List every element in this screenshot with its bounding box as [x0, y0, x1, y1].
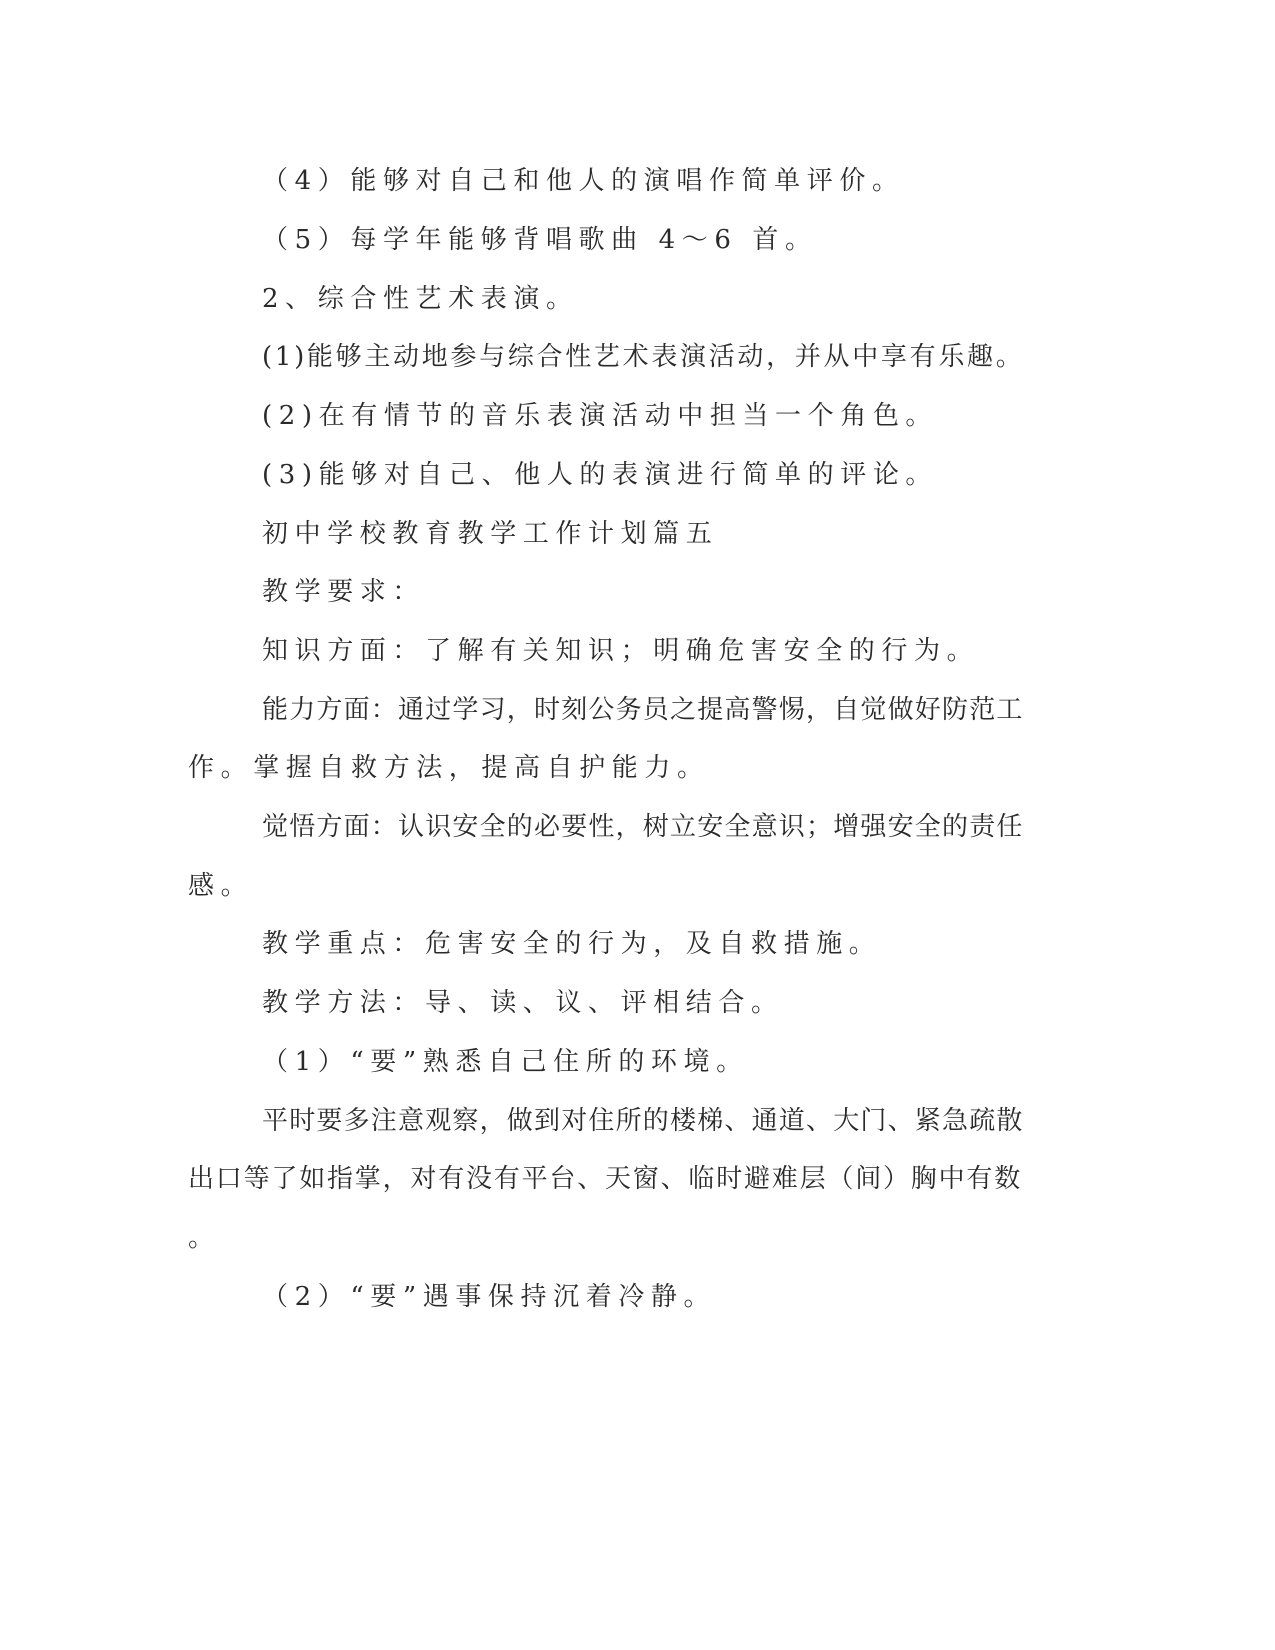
rule-1-heading: （1）“要”熟悉自己住所的环境。: [262, 1047, 749, 1077]
list-item-5: （5）每学年能够背唱歌曲 4～6 首。: [262, 225, 818, 255]
key-points-paragraph: 教学重点：危害安全的行为，及自救措施。: [262, 929, 882, 959]
list-item-4: （4）能够对自己和他人的演唱作简单评价。: [262, 166, 905, 196]
methods-paragraph: 教学方法：导、读、议、评相结合。: [262, 988, 784, 1018]
rule-1-paragraph: 平时要多注意观察，做到对住所的楼梯、通道、大门、紧急疏散: [262, 1106, 1024, 1136]
chapter-title: 初中学校教育教学工作计划篇五: [262, 519, 719, 549]
awareness-paragraph-cont: 感。: [188, 871, 254, 901]
awareness-paragraph: 觉悟方面：认识安全的必要性，树立安全意识；增强安全的责任: [262, 812, 1024, 842]
rule-2-heading: （2）“要”遇事保持沉着冷静。: [262, 1282, 717, 1312]
list-item-1: (1)能够主动地参与综合性艺术表演活动，并从中享有乐趣。: [262, 342, 1025, 372]
list-item-2: (2)在有情节的音乐表演活动中担当一个角色。: [262, 401, 939, 431]
ability-paragraph-cont: 作。掌握自救方法，提高自护能力。: [188, 753, 710, 783]
section-heading-2: 2、综合性艺术表演。: [262, 284, 579, 314]
knowledge-paragraph: 知识方面：了解有关知识；明确危害安全的行为。: [262, 636, 980, 666]
ability-paragraph: 能力方面：通过学习，时刻公务员之提高警惕，自觉做好防范工: [262, 695, 1024, 725]
teaching-requirements: 教学要求：: [262, 577, 426, 607]
list-item-3: (3)能够对自己、他人的表演进行简单的评论。: [262, 460, 939, 490]
rule-1-paragraph-end: 。: [188, 1223, 221, 1253]
rule-1-paragraph-cont: 出口等了如指掌，对有没有平台、天窗、临时避难层（间）胸中有数: [188, 1164, 1023, 1194]
